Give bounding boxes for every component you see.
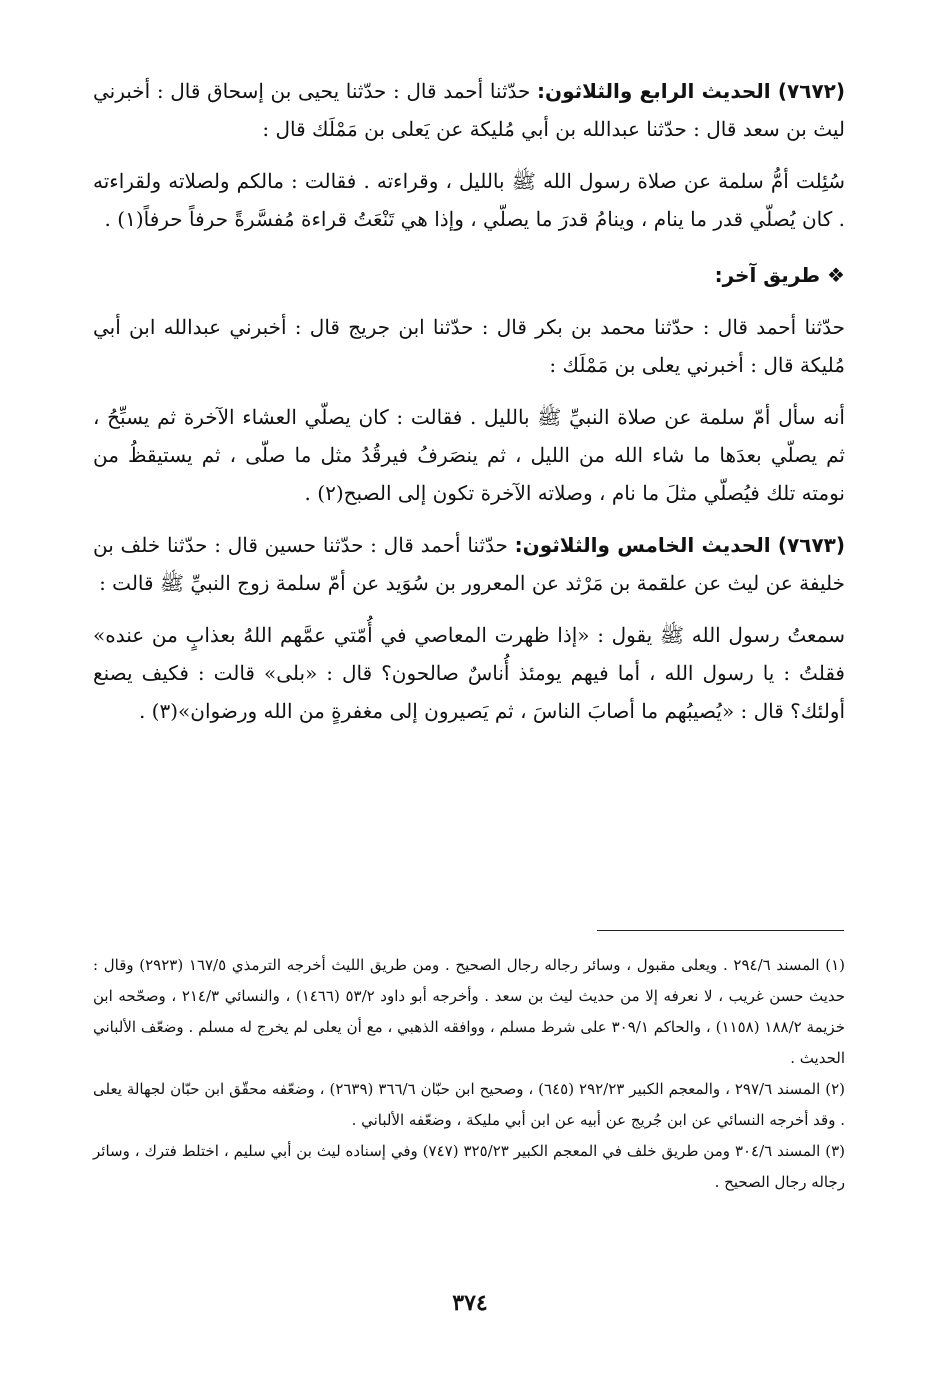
other-route-isnad: حدّثنا أحمد قال : حدّثنا محمد بن بكر قال : حدّثنا ابن جريج قال : أخبرني عبدالله ابن أبي مُليكة قال : أخبرني يعلى بن مَمْلَك : xyxy=(93,315,845,377)
page-number: ٣٧٤ xyxy=(452,1290,488,1316)
other-route-matn: أنه سأل أمّ سلمة عن صلاة النبيِّ ﷺ بالليل . فقالت : كان يصلّي العشاء الآخرة ثم يسبِّحُ ، ثم يصلّي بعدَها ما شاء الله من الليل ، ثم ينصَرفُ فيرقُدُ مثل ما صلّى ، ثم يستيقظُ من نومته تلك فيُصلّي مثلَ ما نام ، وصلاته الآخرة تكون إلى الصبح(٢) . xyxy=(93,405,845,505)
hadith-34-isnad-paragraph xyxy=(93,72,845,148)
footnotes xyxy=(93,950,845,1198)
hadith-35-matn: سمعتُ رسول الله ﷺ يقول : «إذا ظهرت المعاصي في أُمّتي عمَّهم اللهُ بعذابٍ من عنده» فقلتُ : يا رسول الله ، أما فيهم يومئذ أُناسٌ صالحون؟ قال : «بلى» قالت : فكيف يصنع أولئك؟ قال : «يُصيبُهم ما أصابَ الناسَ ، ثم يَصيرون إلى مغفرةٍ من الله ورضوان»(٣) . xyxy=(93,623,845,723)
hadith-34-matn: سُئِلت أمُّ سلمة عن صلاة رسول الله ﷺ بالليل ، وقراءته . فقالت : مالكم ولصلاته ولقراءته . كان يُصلّي قدر ما ينام ، وينامُ قدرَ ما يصلّي ، وإذا هي تَنْعَتُ قراءة مُفسَّرةً حرفاً حرفاً(١) . xyxy=(93,169,845,231)
footnote-2: (٢) المسند ٢٩٧/٦ ، والمعجم الكبير ٢٩٢/٢٣ (٦٤٥) ، وصحيح ابن حبّان ٣٦٦/٦ (٢٦٣٩) ، وضعّفه محقّق ابن حبّان لجهالة يعلى . وقد أخرجه النسائي عن ابن جُريج عن أبيه عن ابن أبي مليكة ، وضعّفه الألباني . xyxy=(93,1080,845,1129)
footnote-3: (٣) المسند ٣٠٤/٦ ومن طريق خلف في المعجم الكبير ٣٢٥/٢٣ (٧٤٧) وفي إسناده ليث بن أبي سليم ، اختلط فترك ، وسائر رجاله رجال الصحيح . xyxy=(93,1142,846,1191)
footnote-divider xyxy=(597,930,844,931)
footnote-1: (١) المسند ٢٩٤/٦ . ويعلى مقبول ، وسائر رجاله رجال الصحيح . ومن طريق الليث أخرجه الترمذي ١٦٧/٥ (٢٩٢٣) وقال : حديث حسن غريب ، لا نعرفه إلا من حديث ليث بن سعد . وأخرجه أبو داود ٥٣/٢ (١٤٦٦) ، والنسائي ٢١٤/٣ ، وصحّحه ابن خزيمة ١٨٨/٢ (١١٥٨) ، والحاكم ٣٠٩/١ على شرط مسلم ، ووافقه الذهبي ، مع أن يعلى لم يخرج له مسلم . وضعّف الألباني الحديث . xyxy=(93,956,846,1067)
hadith-34-isnad: حدّثنا أحمد قال : حدّثنا يحيى بن إسحاق قال : أخبرني ليث بن سعد قال : حدّثنا عبدالله بن أبي مُليكة عن يَعلى بن مَمْلَك قال : xyxy=(93,79,845,141)
hadith-34-heading: (٧٦٧٢) الحديث الرابع والثلاثون: xyxy=(537,79,846,103)
other-route-heading: ❖ طريق آخر: xyxy=(714,263,845,287)
main-text xyxy=(93,72,845,730)
hadith-35-isnad: حدّثنا أحمد قال : حدّثنا حسين قال : حدّثنا خلف بن خليفة عن ليث عن علقمة بن مَرْثد عن المعرور بن سُوَيد عن أمّ سلمة زوج النبيِّ ﷺ قالت : xyxy=(93,533,845,595)
hadith-35-isnad-paragraph xyxy=(93,526,845,602)
hadith-35-heading: (٧٦٧٣) الحديث الخامس والثلاثون: xyxy=(514,533,846,557)
